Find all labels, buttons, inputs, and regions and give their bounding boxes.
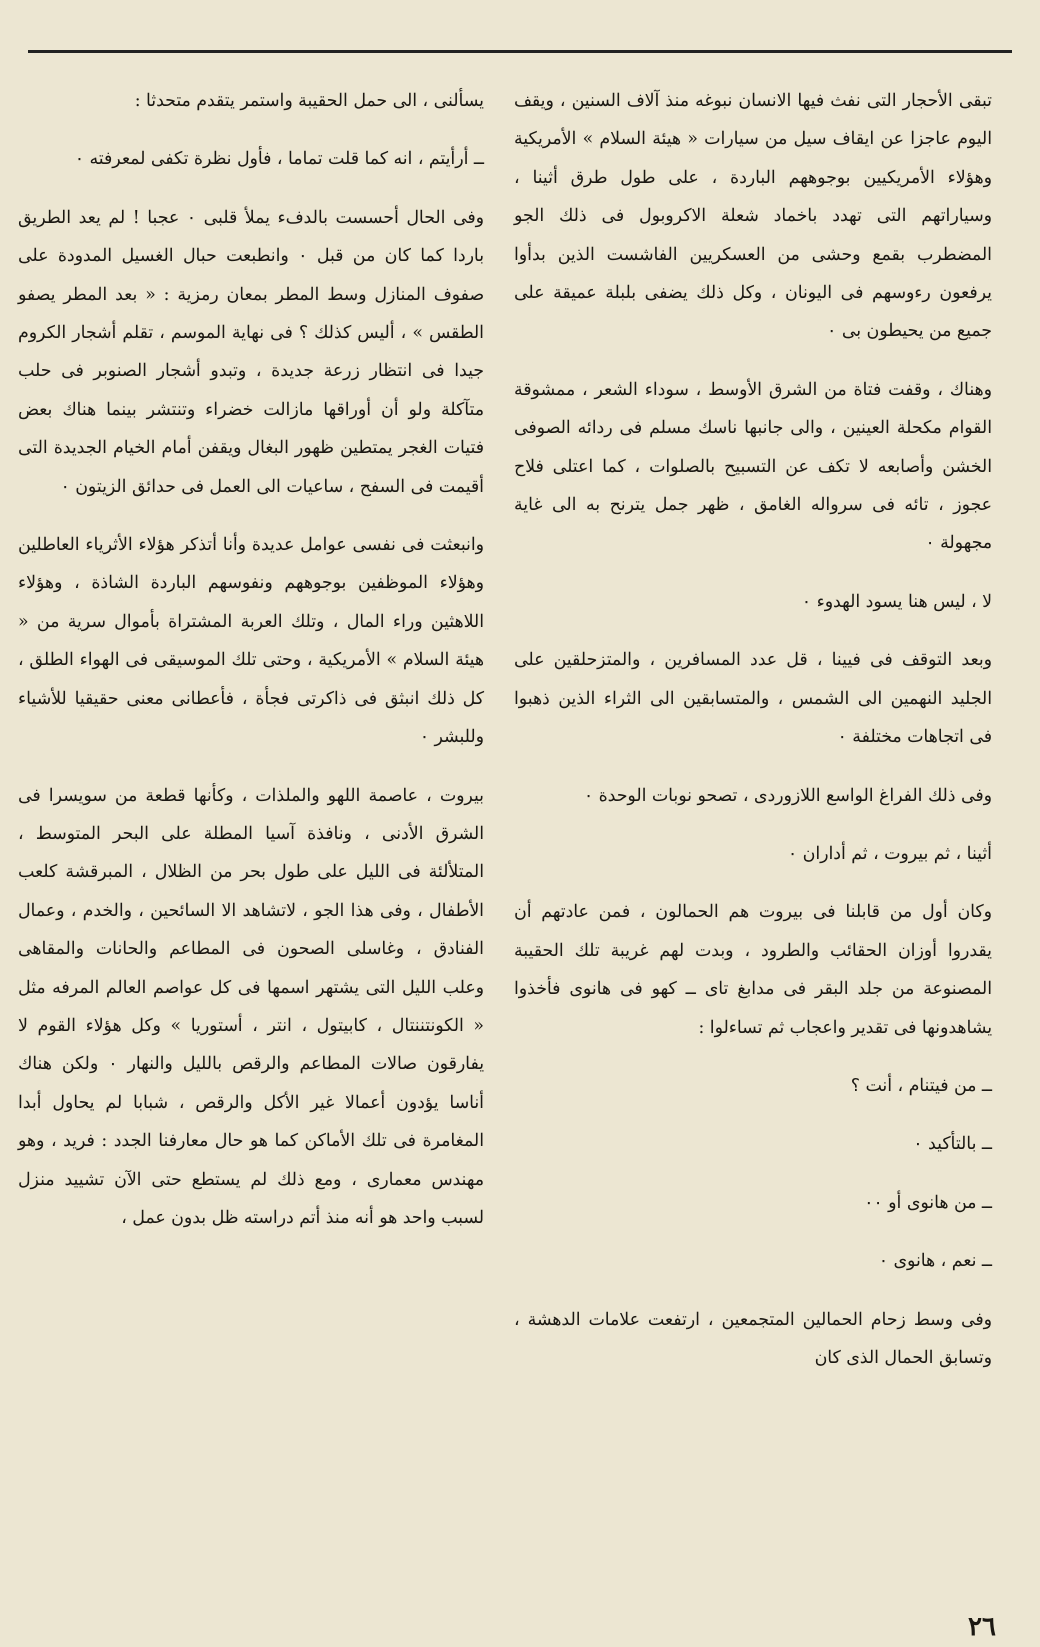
- paragraph: وفى الحال أحسست بالدفء يملأ قلبى ٠ عجبا ! لم يعد الطريق باردا كما كان من قبل ٠ وانطبعت حبال الغسيل المدودة على صفوف المنازل وسط المطر بمعان رمزية : « بعد المطر يصفو الطقس » ، أليس كذلك ؟ فى نهاية الموسم ، تقلم أشجار الكروم جيدا فى انتظار زرعة جديدة ، وتبدو أشجار الصنوبر فى حلب متآكلة ولو أن أوراقها مازالت خضراء وتنتشر بينما هناك بعض فتيات الغجر يمتطين ظهور البغال ويقفن أمام الخيام الجديدة التى أقيمت فى السفح ، ساعيات الى العمل فى حدائق الزيتون ٠: [18, 207, 485, 497]
- paragraph: وبعد التوقف فى فيينا ، قل عدد المسافرين ، والمتزحلقين على الجليد النهمين الى الشمس ، والمتسابقين الى الثراء الذين ذهبوا فى اتجاهات مختلفة ٠: [514, 650, 992, 748]
- dialogue-line: ــ من هانوى أو ٠٠: [864, 1192, 992, 1213]
- paragraph: وكان أول من قابلنا فى بيروت هم الحمالون ، فمن عادتهم أن يقدروا أوزان الحقائب والطرود ، وبدت لهم غريبة تلك الحقيبة المصنوعة من جلد البقر فى مدابغ تاى ــ كهو فى هانوى فأخذوا يشاهدونها فى تقدير واعجاب ثم تساءلوا :: [514, 902, 992, 1038]
- paragraph: وفى وسط زحام الحمالين المتجمعين ، ارتفعت علامات الدهشة ، وتسابق الحمال الذى كان: [514, 1309, 992, 1368]
- paragraph: ــ أرأيتم ، انه كما قلت تماما ، فأول نظرة تكفى لمعرفته ٠: [74, 149, 484, 170]
- paragraph: لا ، ليس هنا يسود الهدوء ٠: [801, 591, 992, 612]
- paragraph: وانبعثت فى نفسى عوامل عديدة وأنا أتذكر هؤلاء الأثرياء العاطلين وهؤلاء الموظفين بوجوههم ونفوسهم الباردة الشاذة ، وهؤلاء اللاهثين وراء المال ، وتلك العربة المشتراة بأموال سرية من « هيئة السلام » الأمريكية ، وحتى تلك الموسيقى فى الهواء الطلق ، كل ذلك انبثق فى ذاكرتى فجأة ، فأعطانى معنى حقيقيا للأشياء وللبشر ٠: [18, 535, 484, 748]
- left-column: [18, 82, 484, 1257]
- paragraph: يسألنى ، الى حمل الحقيبة واستمر يتقدم متحدثا :: [134, 91, 484, 111]
- paragraph: بيروت ، عاصمة اللهو والملذات ، وكأنها قطعة من سويسرا فى الشرق الأدنى ، ونافذة آسيا المطلة على البحر المتوسط ، المتلألئة فى الليل على طول بحر من الظلال ، المبرقشة كلعب الأطفال ، وفى هذا الجو ، لاتشاهد الا السائحين ، والخدم ، وعمال الفنادق ، وغاسلى الصحون فى المطاعم والحانات والمقاهى وعلب الليل التى يشتهر اسمها فى كل عواصم العالم المرفه مثل « الكونتننتال ، كابيتول ، انتر ، أستوريا » وكل هؤلاء القوم لا يفارقون صالات المطاعم والرقص بالليل والنهار ٠ ولكن هناك أناسا يؤدون أعمالا غير الأكل والرقص ، شبابا لم يحاول أبدا المغامرة فى تلك الأماكن كما هو حال معارفنا الجدد : فريد ، وهو مهندس معمارى ، ومع ذلك لم يستطع حتى الآن تشييد منزل لسبب واحد هو أنه منذ أتم دراسته ظل بدون عمل ،: [18, 785, 484, 1228]
- right-column: [514, 82, 992, 1397]
- dialogue-line: ــ بالتأكيد ٠: [913, 1134, 992, 1155]
- paragraph: أثينا ، ثم بيروت ، ثم أداران ٠: [787, 843, 992, 864]
- paragraph: تبقى الأحجار التى نفث فيها الانسان نبوغه منذ آلاف السنين ، ويقف اليوم عاجزا عن ايقاف سيل من سيارات « هيئة السلام » الأمريكية وهؤلاء الأمريكيين بوجوههم الباردة ، على طول طرق أثينا ، وسياراتهم التى تهدد باخماد شعلة الاكروبول فى ذلك الجو المضطرب بقمع وحشى من العسكريين الفاشست الذين بدأوا يرفعون رءوسهم فى اليونان ، وكل ذلك يضفى بلبلة عميقة على جميع من يحيطون بى ٠: [514, 91, 992, 342]
- dialogue-line: ــ من فيتنام ، أنت ؟: [850, 1075, 992, 1096]
- page-number: ٢٦: [968, 1612, 996, 1642]
- dialogue-line: ــ نعم ، هانوى ٠: [878, 1251, 992, 1272]
- paragraph: وهناك ، وقفت فتاة من الشرق الأوسط ، سوداء الشعر ، ممشوقة القوام مكحلة العينين ، والى جانبها ناسك مسلم فى ردائه الصوفى الخشن وأصابعه لا تكف عن التسبيح بالصلوات ، كما اعتلى فلاح عجوز ، تائه فى سرواله الغامق ، ظهر جمل يترنح به الى غاية مجهولة ٠: [514, 379, 992, 554]
- header-rule: [28, 50, 1012, 53]
- paragraph: وفى ذلك الفراغ الواسع اللازوردى ، تصحو نوبات الوحدة ٠: [583, 785, 992, 806]
